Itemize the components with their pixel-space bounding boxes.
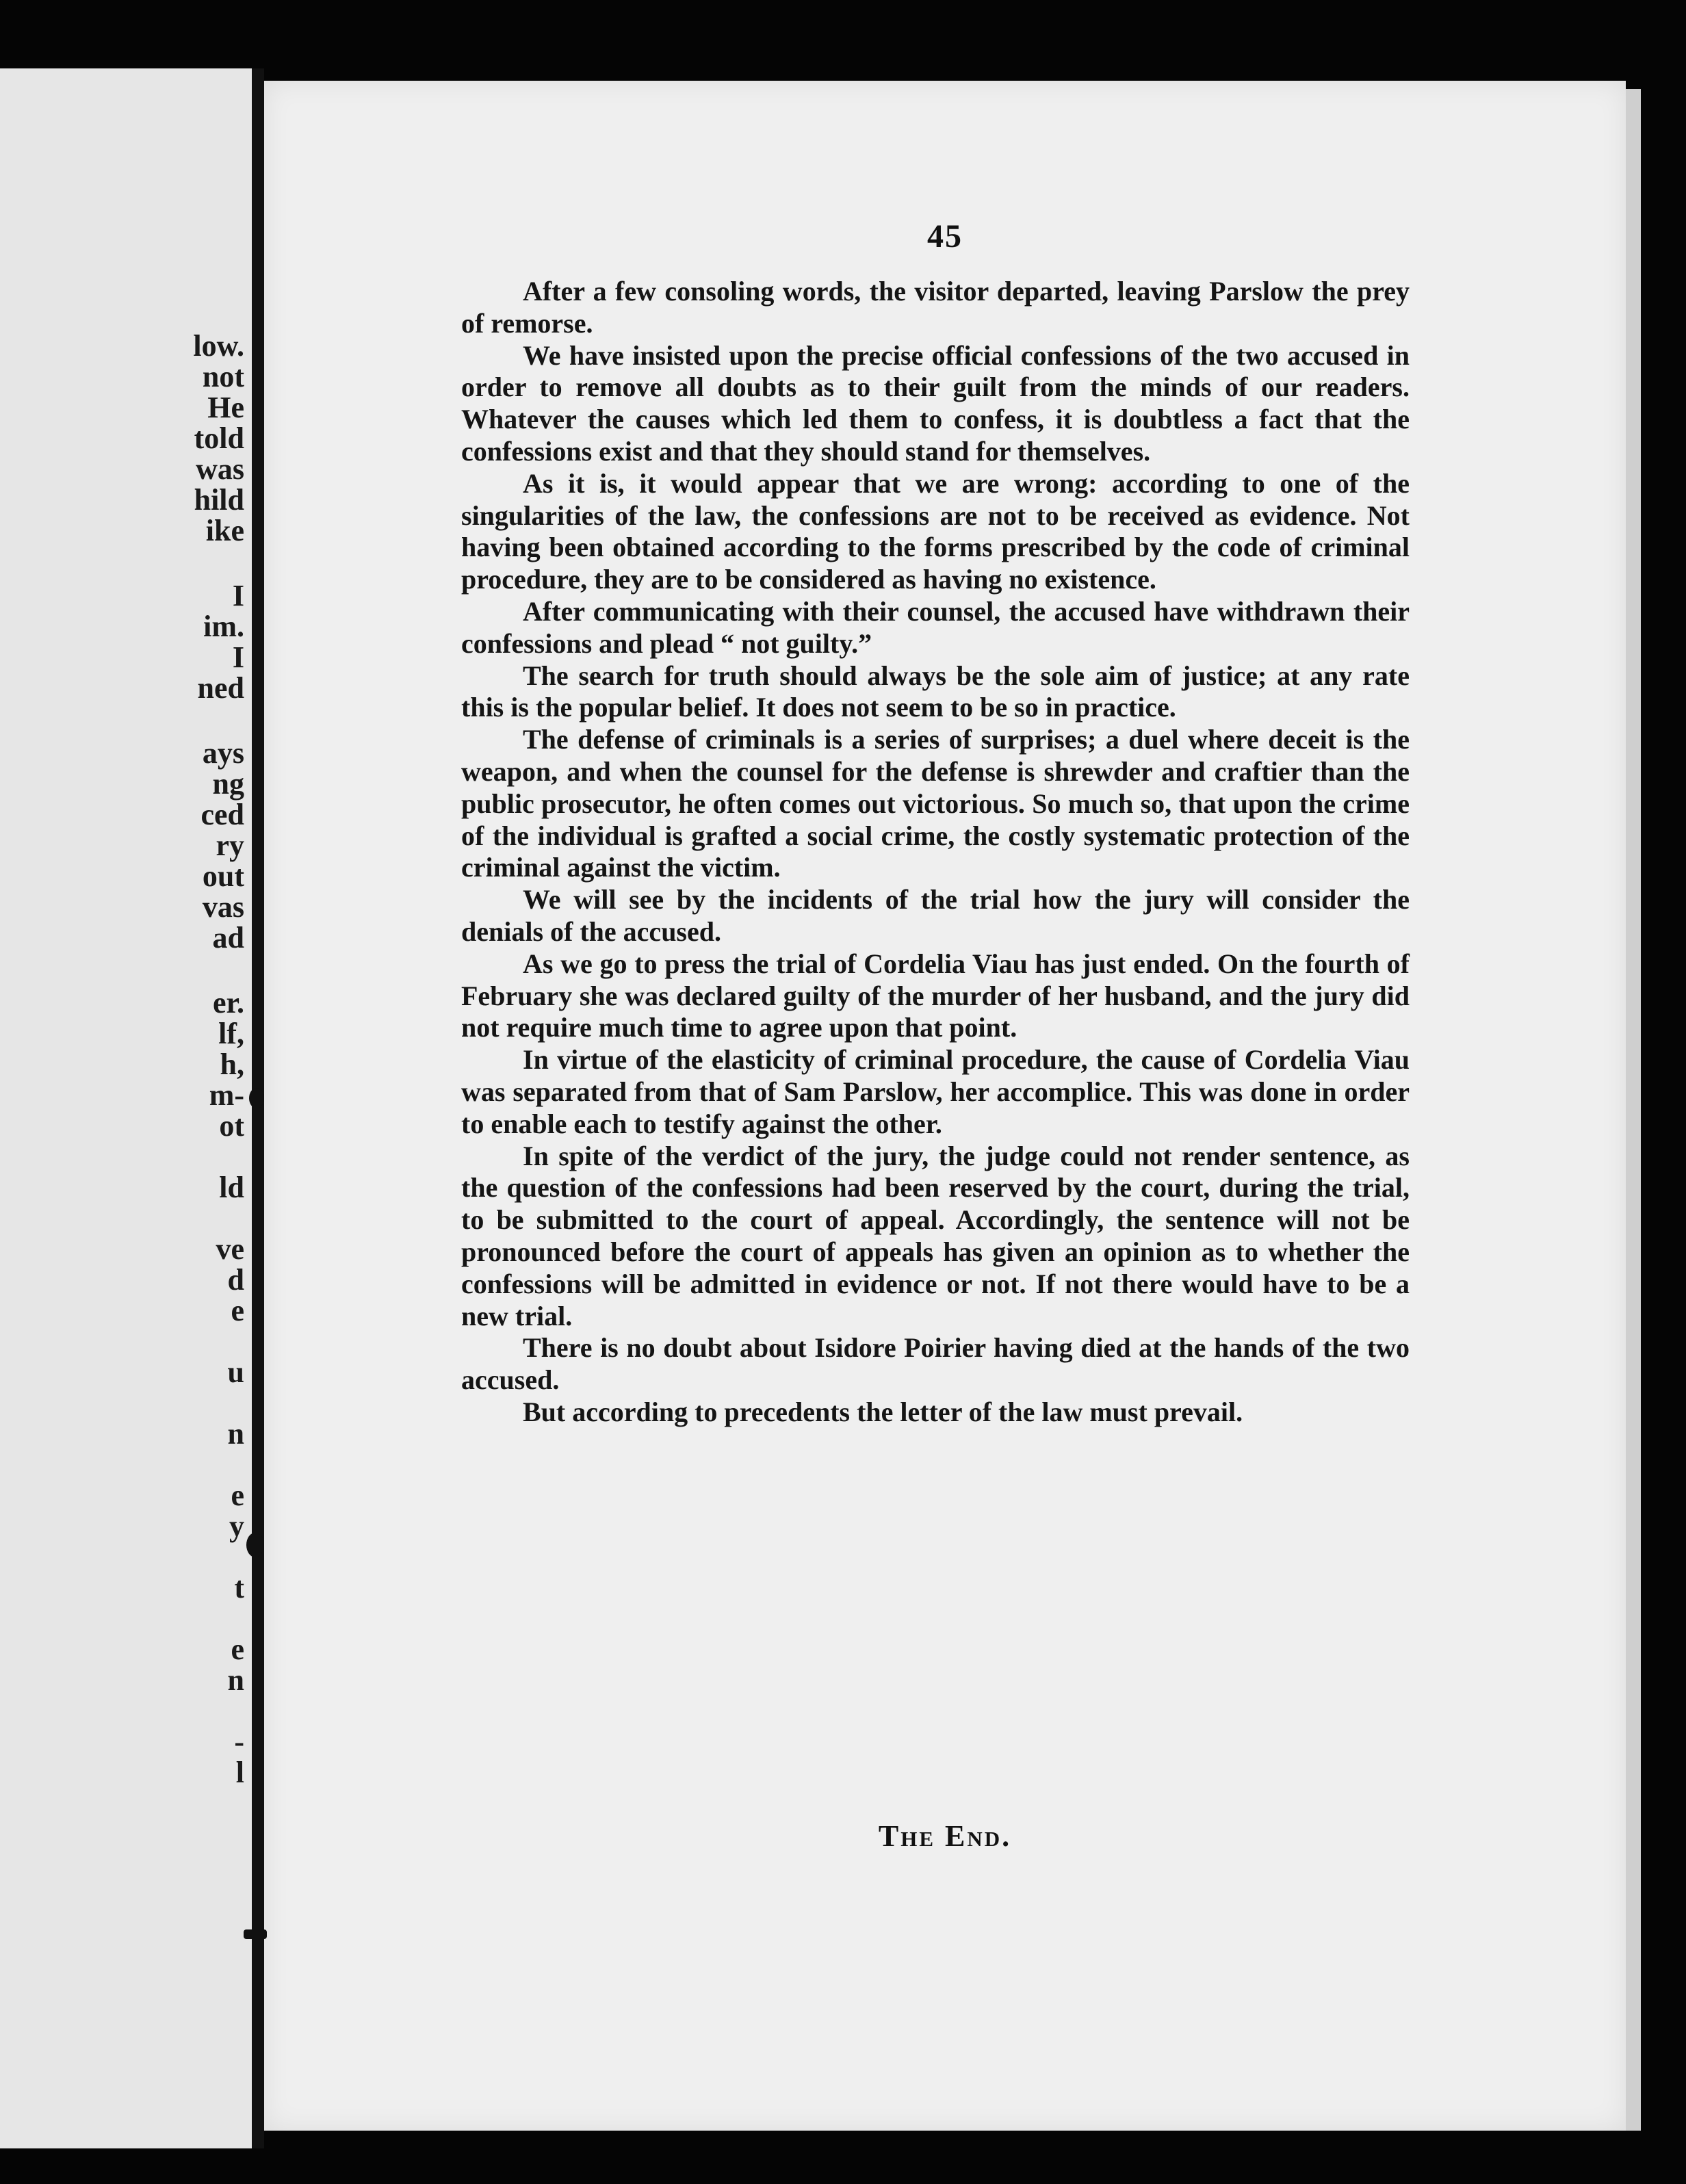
page-number: 45 [927, 218, 963, 255]
left-page-fragment: I [232, 640, 244, 674]
left-page-fragment: n [227, 1663, 244, 1697]
binding-mark [246, 1533, 264, 1557]
left-page-fragment: m- [209, 1078, 244, 1112]
left-page-fragment: not [202, 360, 244, 393]
left-page-fragment: ike [205, 514, 244, 547]
left-page-fragment: e [231, 1479, 244, 1512]
left-page-fragment: l [235, 1756, 244, 1789]
left-page-fragment: ad [212, 921, 244, 954]
paragraph: After a few consoling words, the visitor departed, leaving Parslow the prey of remorse. [461, 276, 1410, 339]
paragraph: The search for truth should always be the sole aim of justice; at any rate this is the popular belief. It does not seem to be so in practice. [461, 660, 1410, 723]
left-page-fragment: e [231, 1633, 244, 1666]
page-edge [1626, 89, 1641, 2131]
left-page-fragment: I [232, 579, 244, 612]
binding-mark [249, 1088, 264, 1108]
book-page [264, 81, 1626, 2131]
left-page-fragment: - [234, 1725, 244, 1758]
left-page-fragment: t [234, 1571, 244, 1604]
left-page-fragment: n [227, 1417, 244, 1451]
left-page-fragment: e [231, 1294, 244, 1327]
left-page-fragment: ned [197, 671, 244, 705]
book-gutter [252, 68, 264, 2148]
left-page-fragment: He [207, 391, 244, 424]
paragraph: The defense of criminals is a series of surprises; a duel where deceit is the weapon, and when the counsel for the defense is shrewder and craftier than the public prosecutor, he often comes out victorious. So much so, that upon the crime of the individual is grafted a social crime, the costly systematic protection of the criminal against the victim. [461, 724, 1410, 883]
paragraph: As we go to press the trial of Cordelia Viau has just ended. On the fourth of February she was declared guilty of the murder of her husband, and the jury did not require much time to agree upon that point. [461, 948, 1410, 1043]
binding-mark [244, 1929, 267, 1939]
left-page-fragment: ve [216, 1232, 244, 1266]
left-page-fragment: d [227, 1263, 244, 1297]
paragraph: In spite of the verdict of the jury, the judge could not render sentence, as the question of the confessions had been reserved by the court, during the trial, to be submitted to the court of appeal. Accordingly, the sentence will not be pronounced before the court of appeals has given an opinion as to whether the confessions will be admitted in evidence or not. If not there would have to be a new trial. [461, 1140, 1410, 1331]
left-facing-page [0, 68, 257, 2148]
paragraph: We will see by the incidents of the trial how the jury will consider the denials of the accused. [461, 884, 1410, 947]
left-page-fragment: hild [194, 483, 244, 517]
paragraph: We have insisted upon the precise official confessions of the two accused in order to remove all doubts as to their guilt from the minds of our readers. Whatever the causes which led them to confess, it is doubtless a fact that the confessions exist and that they should stand for themselves. [461, 339, 1410, 467]
paragraph: There is no doubt about Isidore Poirier having died at the hands of the two accused. [461, 1332, 1410, 1396]
paragraph: But according to precedents the letter of the law must prevail. [523, 1396, 1243, 1427]
left-page-fragment: ot [219, 1109, 244, 1143]
closing-text: The End. [878, 1819, 1012, 1853]
paragraph: As it is, it would appear that we are wrong: according to one of the singularities of the law, the confessions are not to be received as evidence. Not having been obtained according to the forms prescribed by the code of criminal procedure, they are to be considered as having no existence. [461, 467, 1410, 595]
left-page-fragment: low. [193, 329, 244, 363]
left-page-fragment: lf, [218, 1017, 244, 1050]
paragraph: After communicating with their counsel, the accused have withdrawn their confessions and plead “ not guilty.” [461, 595, 1410, 659]
left-page-fragment: ng [212, 767, 244, 801]
left-page-fragment: er. [212, 986, 244, 1019]
left-page-fragment: ays [202, 736, 244, 770]
left-page-fragment: out [202, 859, 244, 893]
left-page-fragment: ld [219, 1171, 244, 1204]
left-page-fragment: ced [200, 798, 244, 831]
left-page-fragment: vas [202, 890, 244, 924]
left-page-fragment: ry [216, 829, 244, 862]
left-page-fragment: y [229, 1509, 244, 1543]
paragraph: In virtue of the elasticity of criminal procedure, the cause of Cordelia Viau was separated from that of Sam Parslow, her accomplice. This was done in order to enable each to testify against the other. [461, 1044, 1410, 1139]
left-page-fragment: u [227, 1355, 244, 1389]
left-page-fragment: was [196, 452, 244, 486]
left-page-fragment: told [194, 421, 244, 455]
left-page-fragment: im. [203, 610, 244, 643]
body-text [461, 276, 1410, 1429]
left-page-fragment: h, [220, 1048, 244, 1081]
